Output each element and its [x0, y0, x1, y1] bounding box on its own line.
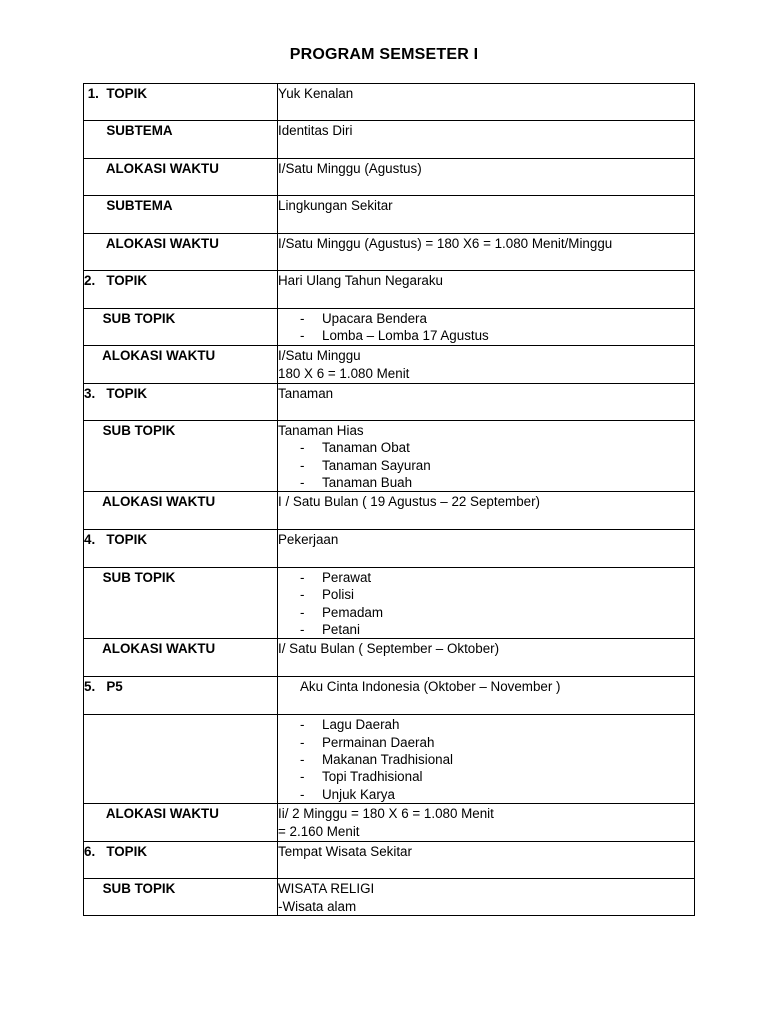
dash-list — [278, 715, 694, 802]
row-label: ALOKASI WAKTU — [84, 348, 216, 363]
row-value-text: Tanaman — [278, 386, 334, 401]
row-label: 2. TOPIK — [84, 273, 148, 288]
row-value-cell — [278, 159, 695, 196]
row-value-cell — [278, 492, 695, 530]
row-label: 3. TOPIK — [84, 386, 148, 401]
row-label-cell — [84, 639, 278, 677]
table-row — [84, 803, 695, 841]
row-value-cell — [278, 878, 695, 916]
row-value-text: 180 X 6 = 1.080 Menit — [278, 366, 410, 382]
row-value-cell — [278, 568, 695, 639]
list-item: - Topi Tradhisional — [278, 768, 694, 785]
row-label: SUBTEMA — [84, 198, 173, 213]
row-label: SUBTEMA — [84, 123, 173, 138]
row-label: ALOKASI WAKTU — [84, 641, 216, 657]
list-item: - Tanaman Obat — [278, 439, 694, 456]
row-value-cell — [278, 384, 695, 421]
row-label: ALOKASI WAKTU — [84, 494, 216, 510]
row-value-text: I/Satu Minggu (Agustus) — [278, 161, 422, 176]
row-value-cell — [278, 530, 695, 568]
list-item: - Pemadam — [278, 604, 694, 621]
row-value-cell — [278, 271, 695, 309]
row-label-cell — [84, 159, 278, 196]
row-value-text: I/ Satu Bulan ( September – Oktober) — [278, 641, 500, 657]
row-value-text: I/Satu Minggu — [278, 348, 361, 363]
table-row — [84, 677, 695, 715]
row-label: 1. TOPIK — [84, 86, 148, 101]
row-label-cell — [84, 421, 278, 492]
row-value-cell — [278, 841, 695, 878]
row-label-cell — [84, 530, 278, 568]
row-value-text: Lingkungan Sekitar — [278, 198, 393, 213]
row-value-text: Pekerjaan — [278, 532, 339, 548]
table-row — [84, 346, 695, 384]
row-value-cell — [278, 121, 695, 159]
row-label-cell — [84, 346, 278, 384]
row-value-text: WISATA RELIGI — [278, 880, 375, 896]
table-row — [84, 271, 695, 309]
row-value-cell — [278, 84, 695, 121]
row-value-text: Aku Cinta Indonesia (Oktober – November ) — [300, 679, 561, 695]
row-value-text: = 2.160 Menit — [278, 824, 360, 840]
row-label-cell — [84, 309, 278, 346]
row-label-cell — [84, 492, 278, 530]
row-value-cell — [278, 346, 695, 384]
row-value-cell — [278, 677, 695, 715]
row-label-cell — [84, 568, 278, 639]
row-value-text: I/Satu Minggu (Agustus) = 180 X6 = 1.080 Menit/Minggu — [278, 236, 613, 251]
row-label — [84, 715, 277, 716]
row-label-cell — [84, 677, 278, 715]
table-row — [84, 530, 695, 568]
table-row — [84, 715, 695, 803]
row-value-cell — [278, 234, 695, 271]
list-item: - Tanaman Buah — [278, 474, 694, 491]
table-row — [84, 639, 695, 677]
row-value-text: Yuk Kenalan — [278, 86, 354, 101]
list-item: - Lagu Daerah — [278, 716, 694, 733]
row-value-text: I / Satu Bulan ( 19 Agustus – 22 September) — [278, 494, 541, 510]
row-label-cell — [84, 121, 278, 159]
list-item: - Makanan Tradhisional — [278, 751, 694, 768]
row-value-cell — [278, 803, 695, 841]
list-item: - Lomba – Lomba 17 Agustus — [278, 327, 694, 344]
row-value-text: Hari Ulang Tahun Negaraku — [278, 273, 444, 288]
dash-list — [278, 568, 694, 638]
table-row — [84, 309, 695, 346]
row-value-text: Tanaman Hias — [278, 423, 364, 438]
row-label: SUB TOPIK — [84, 570, 176, 586]
row-label-cell — [84, 384, 278, 421]
row-label-cell — [84, 803, 278, 841]
row-label: ALOKASI WAKTU — [84, 805, 219, 821]
row-label-cell — [84, 234, 278, 271]
row-value-text: Tempat Wisata Sekitar — [278, 843, 412, 859]
table-row — [84, 196, 695, 234]
row-value-cell — [278, 421, 695, 492]
table-row — [84, 234, 695, 271]
row-label: SUB TOPIK — [84, 423, 176, 438]
list-item: - Petani — [278, 621, 694, 638]
list-item: - Perawat — [278, 569, 694, 586]
table-row — [84, 841, 695, 878]
table-row — [84, 492, 695, 530]
dash-list — [278, 439, 694, 491]
row-label: 4. TOPIK — [84, 532, 148, 548]
row-value-cell — [278, 639, 695, 677]
row-value-text: -Wisata alam — [278, 899, 357, 915]
table-row — [84, 159, 695, 196]
row-label-cell — [84, 878, 278, 916]
page-title: PROGRAM SEMSETER I — [289, 46, 479, 63]
dash-list — [278, 309, 694, 345]
table-row — [84, 421, 695, 492]
table-row — [84, 568, 695, 639]
row-value-cell — [278, 309, 695, 346]
row-value-text: Ii/ 2 Minggu = 180 X 6 = 1.080 Menit — [278, 805, 494, 821]
table-row — [84, 121, 695, 159]
table-row — [84, 384, 695, 421]
row-label-cell — [84, 196, 278, 234]
row-label: 6. TOPIK — [84, 843, 148, 859]
row-label-cell — [84, 841, 278, 878]
row-label: SUB TOPIK — [84, 311, 176, 326]
row-label: 5. P5 — [84, 679, 123, 695]
list-item: - Unjuk Karya — [278, 786, 694, 803]
row-value-cell — [278, 715, 695, 803]
row-label-cell — [84, 271, 278, 309]
row-value-text: Identitas Diri — [278, 123, 353, 138]
row-label: ALOKASI WAKTU — [84, 236, 219, 251]
row-value-cell — [278, 196, 695, 234]
table-row — [84, 878, 695, 916]
table-row — [84, 84, 695, 121]
row-label-cell — [84, 84, 278, 121]
row-label-cell — [84, 715, 278, 803]
row-label: ALOKASI WAKTU — [84, 161, 219, 176]
list-item: - Upacara Bendera — [278, 310, 694, 327]
list-item: - Permainan Daerah — [278, 734, 694, 751]
row-label: SUB TOPIK — [84, 880, 176, 896]
list-item: - Tanaman Sayuran — [278, 457, 694, 474]
program-table — [83, 83, 695, 916]
list-item: - Polisi — [278, 586, 694, 603]
